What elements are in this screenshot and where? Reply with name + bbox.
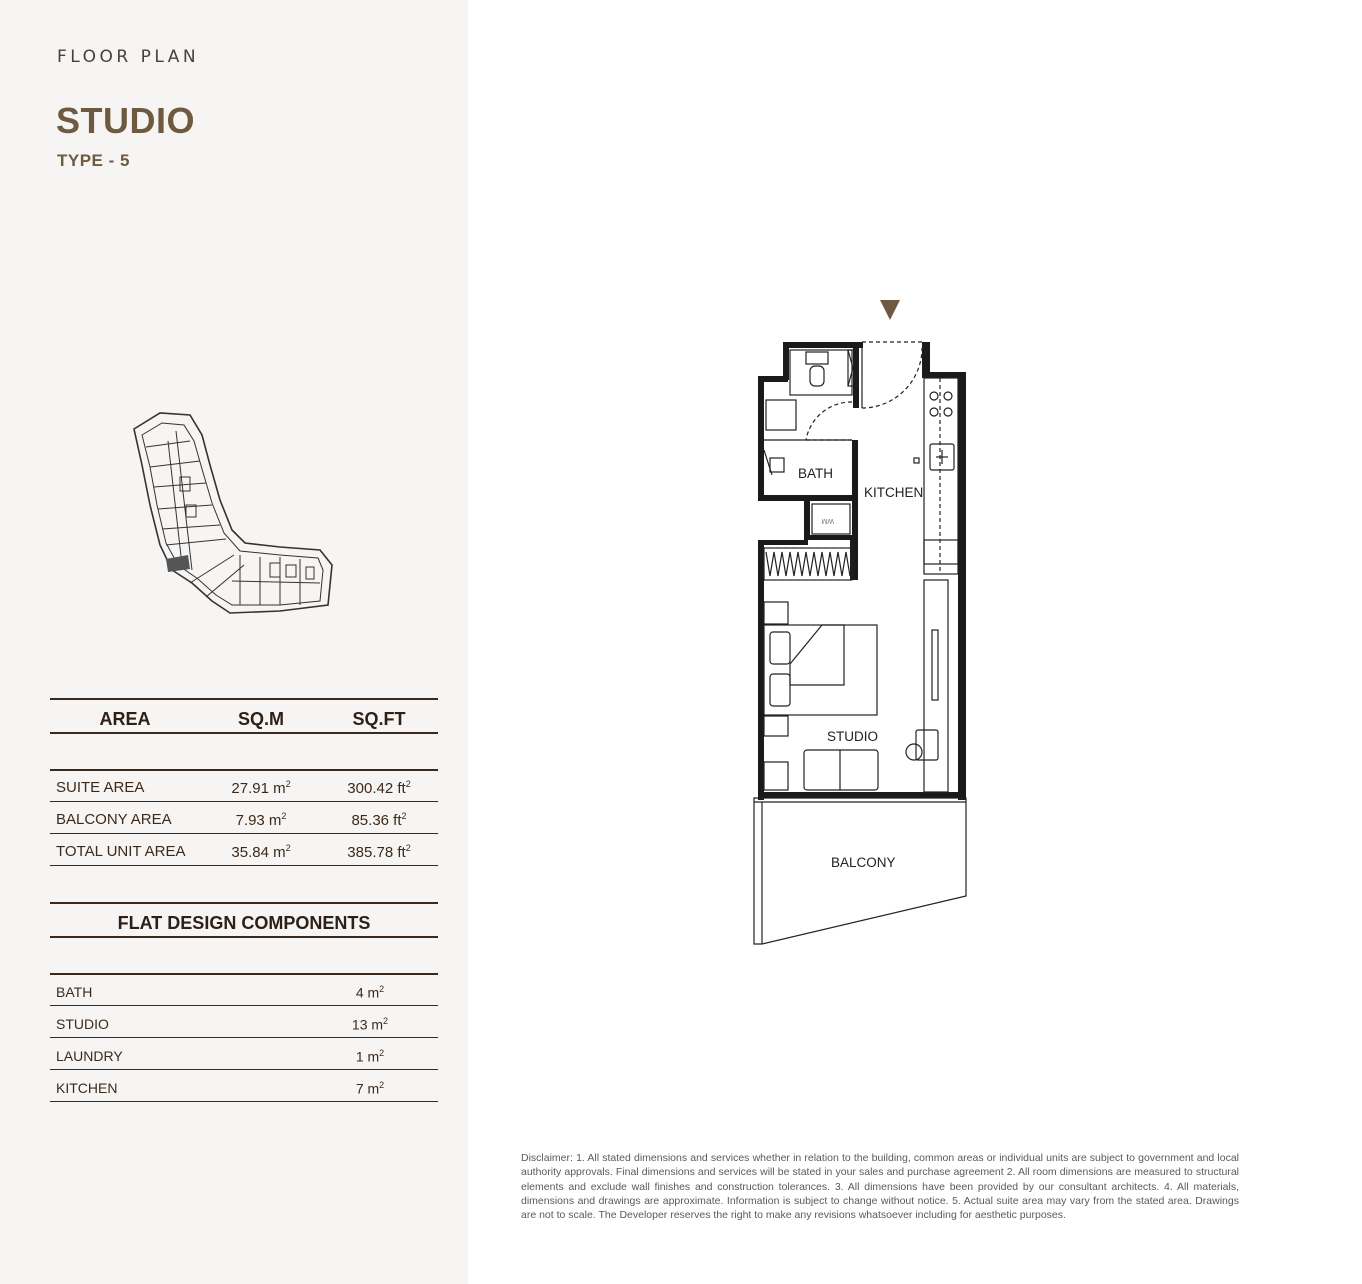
component-label: KITCHEN (56, 1080, 118, 1096)
plan-label-kitchen: KITCHEN (864, 485, 924, 500)
table-cell-sqm: 27.91 $m^2$ (231, 779, 291, 797)
area-header: AREA (99, 709, 151, 729)
plan-label-bath: BATH (798, 466, 834, 481)
table-cell-sqft: 385.78 $ft^2$ (347, 843, 411, 861)
highlighted-unit (166, 555, 190, 572)
sqm-header: SQ.M (237, 709, 284, 729)
component-value: 1 $m^2$ (355, 1048, 385, 1065)
table-cell-sqft: 85.36 $ft^2$ (351, 811, 407, 829)
building-key-plan (120, 405, 340, 625)
component-value: 7 $m^2$ (355, 1080, 385, 1097)
component-label: BATH (56, 984, 93, 1000)
plan-label-studio: STUDIO (827, 729, 879, 744)
unit-type: TYPE - 5 (57, 151, 130, 170)
entry-arrow-icon (880, 300, 900, 320)
area-table (50, 698, 438, 868)
plan-label-balcony: BALCONY (831, 855, 896, 870)
component-label: LAUNDRY (56, 1048, 123, 1064)
table-cell-sqm: 7.93 $m^2$ (235, 811, 287, 829)
component-value: 4 $m^2$ (355, 984, 385, 1001)
sqft-header: SQ.FT (352, 709, 406, 729)
table-row-label: SUITE AREA (56, 779, 145, 796)
component-label: STUDIO (56, 1016, 109, 1032)
component-value: 13 $m^2$ (351, 1016, 389, 1033)
components-header: FLAT DESIGN COMPONENTS (117, 913, 371, 933)
table-cell-sqft: 300.42 $ft^2$ (347, 779, 411, 797)
table-row-label: BALCONY AREA (56, 811, 172, 828)
unit-title: STUDIO (56, 100, 196, 141)
components-table (50, 902, 438, 1104)
info-panel (0, 0, 468, 1284)
table-row-label: TOTAL UNIT AREA (56, 843, 186, 860)
section-eyebrow: FLOOR PLAN (57, 47, 200, 67)
table-cell-sqm: 35.84 $m^2$ (231, 843, 291, 861)
disclaimer-text: Disclaimer: 1. All stated dimensions and services whether in relation to the building, common areas or individual units are subject to government and local authority approvals. Final dimensions and services will be stated in your sales and purchase agreement 2. All room dimensions are measured to structural elements and exclude wall finishes and construction tolerances. 3. All dimensions have been provided by our consultant architects. 4. All materials, dimensions and drawings are approximate. Information is subject to change without notice. 5. Actual suite area may vary from the stated area. Drawings are not to scale. The Developer reserves the right to make any revisions whatsoever including for aesthetic purposes. (521, 1152, 1239, 1222)
floor-plan (740, 290, 980, 960)
plan-label-wm: WM (821, 517, 834, 524)
